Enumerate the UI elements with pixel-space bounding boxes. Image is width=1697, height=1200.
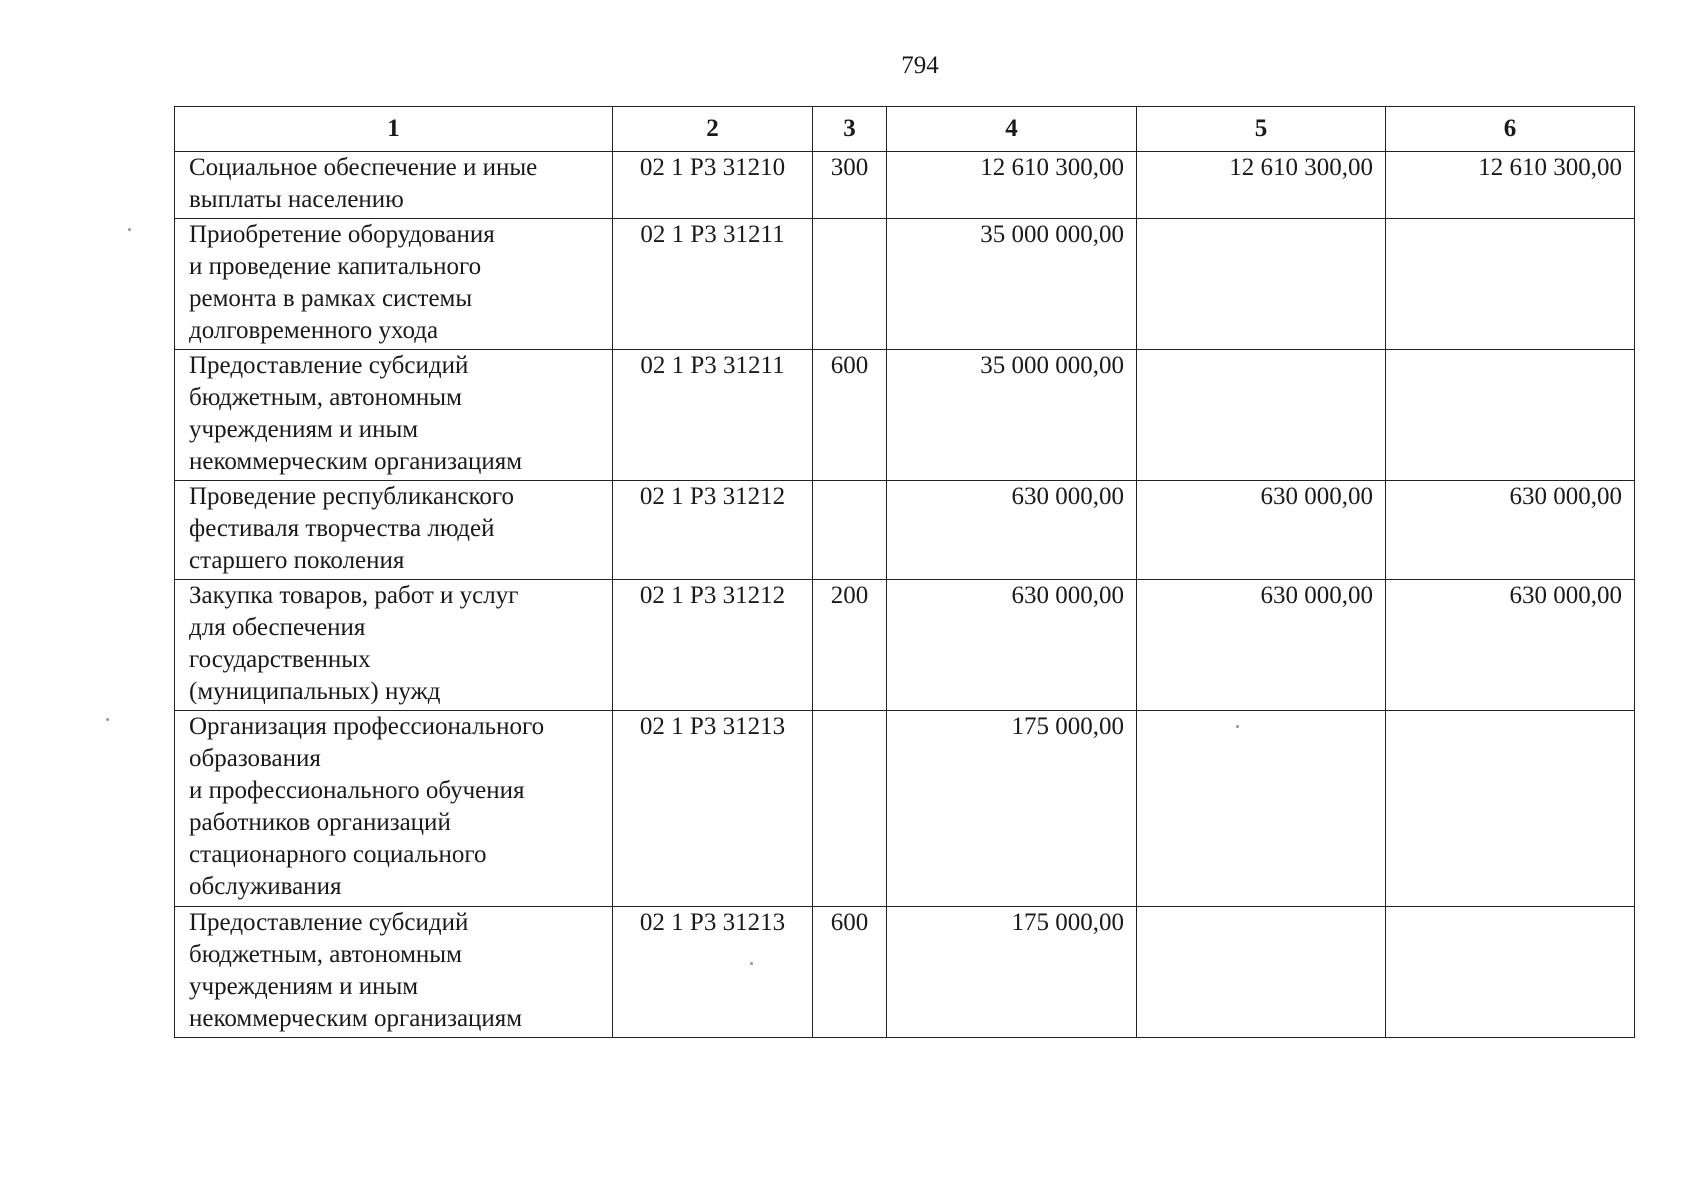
column-header-5: 5 — [1137, 107, 1386, 152]
row-expense-type: 600 — [813, 350, 887, 481]
row-name: Организация профессионального образования и профессионального обучения работников организаций стационарного социального обслуживания — [175, 711, 613, 907]
row-amount-5: 630 000,00 — [1137, 580, 1386, 711]
row-amount-4: 35 000 000,00 — [887, 219, 1137, 350]
table-row — [175, 481, 1635, 580]
row-expense-type — [813, 219, 887, 350]
page-number: 794 — [901, 52, 939, 79]
row-amount-6 — [1386, 711, 1635, 907]
row-amount-4: 630 000,00 — [887, 580, 1137, 711]
row-name: Приобретение оборудования и проведение капитального ремонта в рамках системы долговременного ухода — [175, 219, 613, 350]
header-row — [175, 107, 1635, 152]
row-code: 02 1 Р3 31212 — [613, 580, 813, 711]
row-name: Предоставление субсидий бюджетным, автономным учреждениям и иным некоммерческим организациям — [175, 350, 613, 481]
column-header-4: 4 — [887, 107, 1137, 152]
column-header-3: 3 — [813, 107, 887, 152]
row-amount-4: 35 000 000,00 — [887, 350, 1137, 481]
row-expense-type — [813, 711, 887, 907]
scan-speck — [1236, 725, 1239, 728]
row-amount-5: 630 000,00 — [1137, 481, 1386, 580]
row-amount-6: 630 000,00 — [1386, 580, 1635, 711]
row-code: 02 1 Р3 31212 — [613, 481, 813, 580]
row-name: Закупка товаров, работ и услуг для обеспечения государственных (муниципальных) нужд — [175, 580, 613, 711]
table-row — [175, 350, 1635, 481]
row-amount-6 — [1386, 219, 1635, 350]
table-row — [175, 711, 1635, 907]
scan-speck — [106, 718, 109, 721]
budget-table — [174, 106, 1635, 1038]
row-amount-5 — [1137, 711, 1386, 907]
row-code: 02 1 Р3 31213 — [613, 907, 813, 1038]
row-amount-6: 630 000,00 — [1386, 481, 1635, 580]
row-amount-6 — [1386, 350, 1635, 481]
scan-speck — [750, 962, 753, 965]
row-amount-5: 12 610 300,00 — [1137, 152, 1386, 219]
row-amount-5 — [1137, 219, 1386, 350]
column-header-6: 6 — [1386, 107, 1635, 152]
row-amount-6: 12 610 300,00 — [1386, 152, 1635, 219]
row-amount-6 — [1386, 907, 1635, 1038]
row-expense-type: 600 — [813, 907, 887, 1038]
row-amount-4: 175 000,00 — [887, 907, 1137, 1038]
table-row — [175, 152, 1635, 219]
row-code: 02 1 Р3 31210 — [613, 152, 813, 219]
row-name: Проведение республиканского фестиваля творчества людей старшего поколения — [175, 481, 613, 580]
row-expense-type: 200 — [813, 580, 887, 711]
column-header-1: 1 — [175, 107, 613, 152]
table-row — [175, 219, 1635, 350]
table-row — [175, 907, 1635, 1038]
row-code: 02 1 Р3 31211 — [613, 219, 813, 350]
row-amount-5 — [1137, 907, 1386, 1038]
row-code: 02 1 Р3 31211 — [613, 350, 813, 481]
row-code: 02 1 Р3 31213 — [613, 711, 813, 907]
row-amount-4: 630 000,00 — [887, 481, 1137, 580]
row-amount-4: 175 000,00 — [887, 711, 1137, 907]
row-expense-type: 300 — [813, 152, 887, 219]
table-row — [175, 580, 1635, 711]
row-amount-4: 12 610 300,00 — [887, 152, 1137, 219]
row-name: Предоставление субсидий бюджетным, автономным учреждениям и иным некоммерческим организациям — [175, 907, 613, 1038]
scan-speck — [128, 228, 131, 231]
row-name: Социальное обеспечение и иные выплаты населению — [175, 152, 613, 219]
row-amount-5 — [1137, 350, 1386, 481]
column-header-2: 2 — [613, 107, 813, 152]
row-expense-type — [813, 481, 887, 580]
